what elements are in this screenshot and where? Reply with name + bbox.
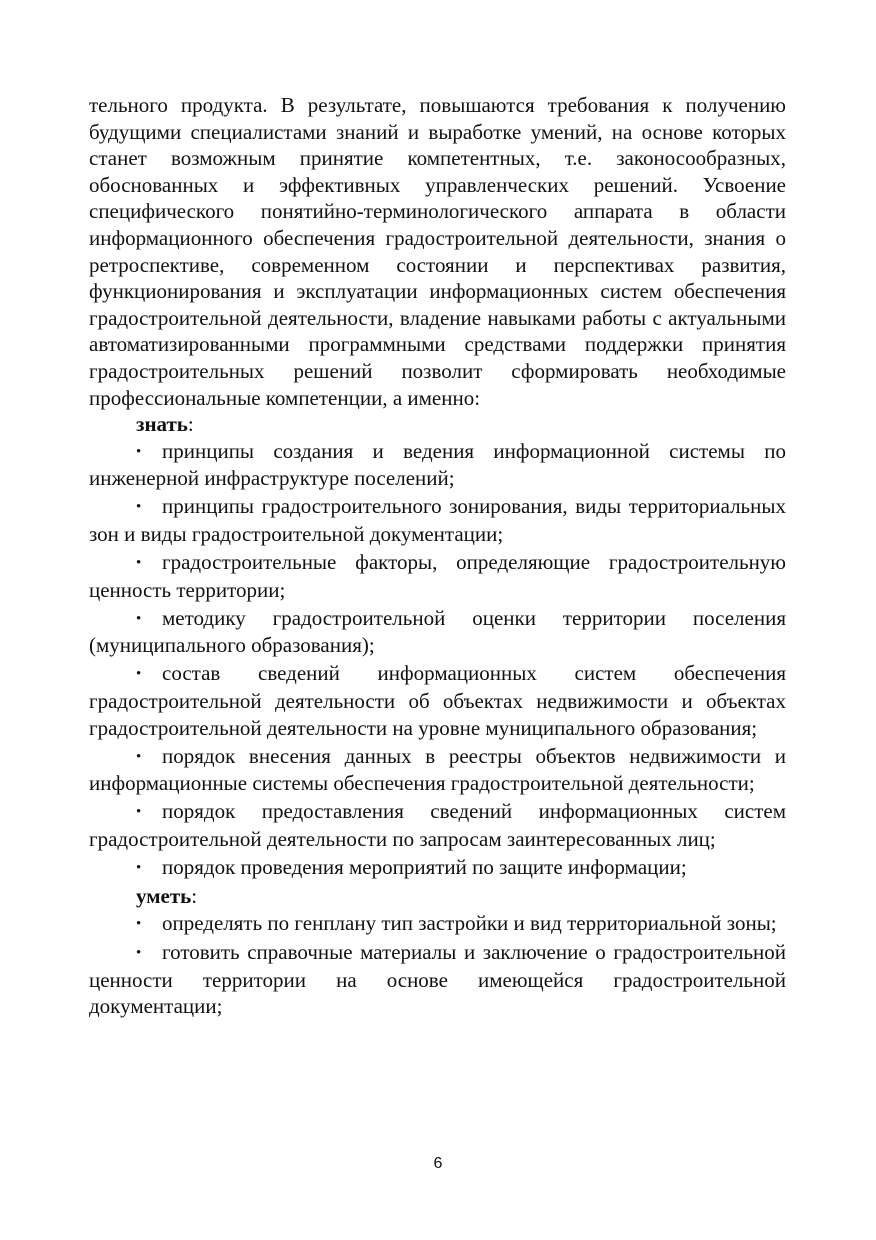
able-list-item	[89, 910, 786, 938]
intro-paragraph: тельного продукта. В результате, повышаются требования к получению будущими специалистами знаний и выработке умений, на основе которых станет возможным принятие компетентных, т.е. законосообразных, обоснованных и эффективных управленческих решений. Усвоение специфического понятийно-терминологического аппарата в области информационного обеспечения градостроительной деятельности, знания о ретроспективе, современном состоянии и перспективах развития, функционирования и эксплуатации информационных систем обеспечения градостроительной деятельности, владение навыками работы с актуальными автоматизированными программными средствами поддержки принятия градостроительных решений позволит сформировать необходимые профессиональные компетенции, а именно:	[89, 93, 786, 410]
bullet-icon: •	[136, 860, 142, 877]
know-heading-colon: :	[187, 412, 194, 437]
page-body	[89, 92, 786, 1021]
know-item-text: порядок предоставления сведений информационных систем градостроительной деятельности по запросам заинтересованных лиц;	[89, 799, 786, 852]
bullet-icon: •	[136, 610, 142, 627]
know-item-text: принципы градостроительного зонирования, виды территориальных зон и виды градостроительной документации;	[89, 494, 786, 546]
know-heading	[89, 411, 786, 438]
know-list-item	[89, 549, 786, 603]
able-heading	[89, 883, 786, 910]
know-list-item	[89, 493, 786, 547]
know-list-item	[89, 605, 786, 659]
know-list-item	[89, 438, 786, 492]
bullet-icon: •	[136, 944, 142, 961]
know-item-text: методику градостроительной оценки территории поселения (муниципального образования);	[89, 605, 786, 658]
know-heading-label: знать	[136, 412, 188, 437]
page-number: 6	[433, 1155, 443, 1172]
bullet-icon: •	[136, 499, 142, 516]
able-heading-colon: :	[191, 884, 198, 909]
know-item-text: состав сведений информационных систем обеспечения градостроительной деятельности об объектах недвижимости и объектах градостроительной деятельности на уровне муниципального образования;	[89, 661, 786, 740]
bullet-icon: •	[136, 555, 142, 572]
able-heading-label: уметь	[136, 884, 192, 909]
bullet-icon: •	[136, 748, 142, 765]
able-item-text: определять по генплану тип застройки и вид территориальной зоны;	[162, 910, 777, 935]
bullet-icon: •	[136, 804, 142, 821]
know-item-text: градостроительные факторы, определяющие градостроительную ценность территории;	[89, 550, 786, 602]
bullet-icon: •	[136, 666, 142, 683]
know-item-text: порядок проведения мероприятий по защите информации;	[162, 855, 687, 880]
know-list-item	[89, 798, 786, 852]
know-list-item	[89, 743, 786, 797]
able-item-text: готовить справочные материалы и заключение о градостроительной ценности территории на основе имеющейся градостроительной документации;	[89, 939, 786, 1019]
able-list-item	[89, 939, 786, 1020]
know-item-text: принципы создания и ведения информационной системы по инженерной инфраструктуре поселений;	[89, 438, 786, 491]
bullet-icon: •	[136, 443, 142, 460]
know-list-item	[89, 660, 786, 741]
know-item-text: порядок внесения данных в реестры объектов недвижимости и информационные системы обеспечения градостроительной деятельности;	[89, 743, 786, 796]
know-list-item	[89, 854, 786, 882]
bullet-icon: •	[136, 915, 142, 932]
